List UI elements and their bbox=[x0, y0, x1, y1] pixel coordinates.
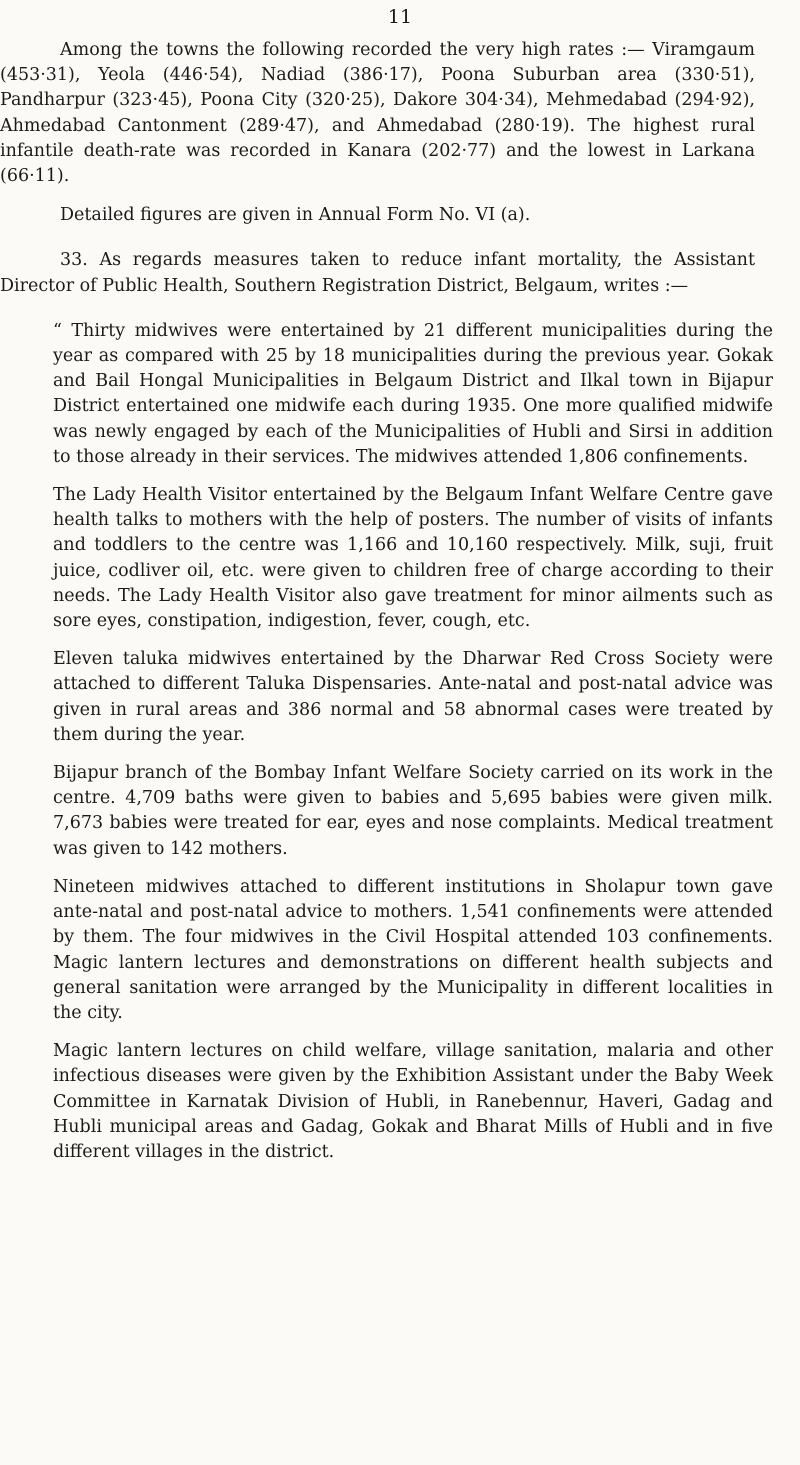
paragraph-magic-lantern-lectures: Magic lantern lectures on child welfare, village sanitation, malaria and other infectious diseases were given by the Exhibition Assistant under the Baby Week Committee in Karnatak Division of Hubli, in Ranebennur, Haveri, Gadag and Hubli municipal areas and Gadag, Gokak and Bharat Mills of Hubli and in five different villages in the district. bbox=[53, 1041, 773, 1162]
paragraph-bijapur-branch: Bijapur branch of the Bombay Infant Welfare Society carried on its work in the centre. 4,709 baths were given to babies and 5,695 babies were given milk. 7,673 babies were treated for ear, eyes and nose complaints. Medical treatment was given to 142 mothers. bbox=[53, 763, 773, 859]
quoted-report bbox=[0, 319, 795, 1165]
paragraph-annual-form-note: Detailed figures are given in Annual Form No. VI (a). bbox=[60, 205, 531, 226]
paragraph-town-rates: Among the towns the following recorded the very high rates :— Viramgaum (453·31), Yeola (446·54), Nadiad (386·17), Poona Suburban area (330·51), Pandharpur (323·45), Poona City (320·25), Dakore 304·34), Mehmedabad (294·92), Ahmedabad Cantonment (289·47), and Ahmedabad (280·19). The highest rural infantile death-rate was recorded in Kanara (202·77) and the lowest in Larkana (66·11). bbox=[0, 40, 755, 187]
paragraph-section-33: 33. As regards measures taken to reduce infant mortality, the Assistant Director of Public Health, Southern Registration District, Belgaum, writes :— bbox=[0, 250, 755, 296]
paragraph-sholapur-midwives: Nineteen midwives attached to different institutions in Sholapur town gave ante-natal and post-natal advice to mothers. 1,541 confinements were attended by them. The four midwives in the Civil Hospital attended 103 confinements. Magic lantern lectures and demonstrations on different health subjects and general sanitation were arranged by the Municipality in different localities in the city. bbox=[53, 876, 773, 1023]
page-number: 11 bbox=[387, 6, 413, 28]
page-body bbox=[0, 38, 795, 1178]
paragraph-belgaum-health-visitor: The Lady Health Visitor entertained by the Belgaum Infant Welfare Centre gave health talks to mothers with the help of posters. The number of visits of infants and toddlers to the centre was 1,166 and 10,160 respectively. Milk, suji, fruit juice, codliver oil, etc. were given to children free of charge according to their needs. The Lady Health Visitor also gave treatment for minor ailments such as sore eyes, constipation, indigestion, fever, cough, etc. bbox=[53, 485, 773, 632]
paragraph-midwives-municipalities: “ Thirty midwives were entertained by 21 different municipalities during the year as compared with 25 by 18 municipalities during the previous year. Gokak and Bail Hongal Municipalities in Belgaum District and Ilkal town in Bijapur District entertained one midwife each during 1935. One more qualified midwife was newly engaged by each of the Municipalities of Hubli and Sirsi in addition to those already in their services. The midwives attended 1,806 confinements. bbox=[53, 320, 773, 467]
paragraph-dharwar-red-cross: Eleven taluka midwives entertained by the Dharwar Red Cross Society were attached to different Taluka Dispensaries. Ante-natal and post-natal advice was given in rural areas and 386 normal and 58 abnormal cases were treated by them during the year. bbox=[53, 649, 773, 745]
